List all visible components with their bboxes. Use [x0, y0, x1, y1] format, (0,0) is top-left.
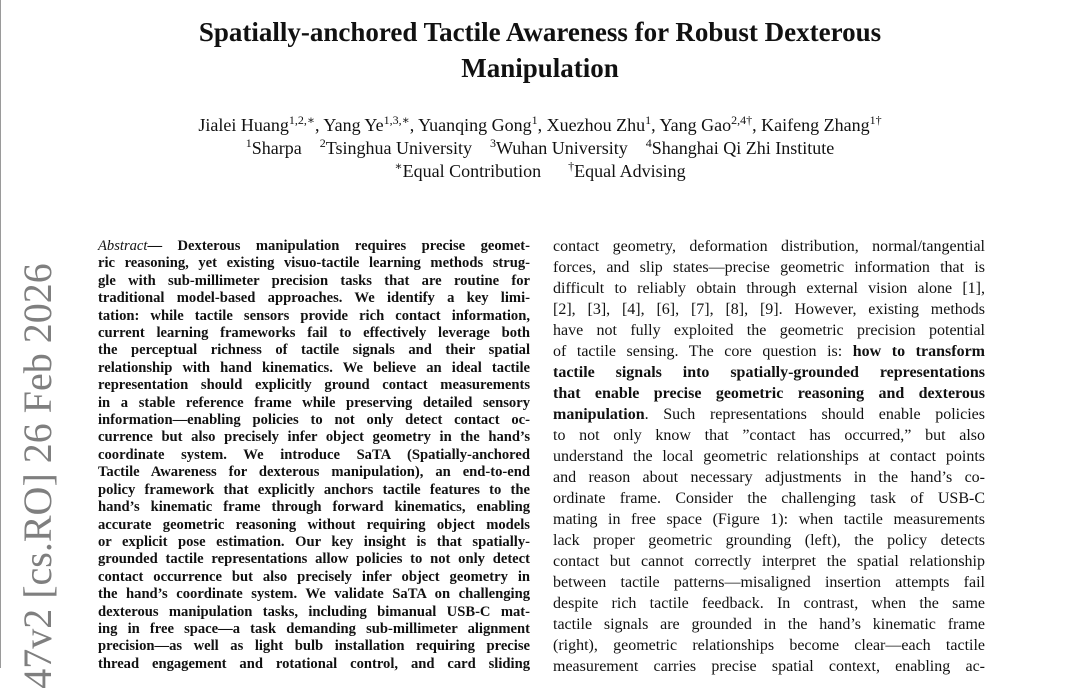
author-sep: ,	[409, 115, 419, 135]
contribution-notes	[90, 160, 990, 183]
abstract-line	[98, 604, 530, 621]
note-sup: ∗	[394, 158, 403, 173]
abstract-line	[98, 551, 530, 568]
abstract-text: policy framework that explicitly anchors tactile features to the	[98, 481, 530, 498]
abstract-text: grounded tactile representations allow policies to not only detect	[98, 551, 530, 568]
abstract-text: currence but also precisely infer object geometry in the hand’s	[98, 429, 530, 446]
abstract-text: ric reasoning, yet existing visuo-tactile learning methods strug-	[98, 255, 530, 272]
intro-line	[553, 383, 985, 404]
abstract-text: contact occurrence but also precisely infer object geometry in	[98, 568, 530, 585]
abstract-dash: —	[147, 238, 178, 254]
note-text: Equal Advising	[574, 160, 686, 181]
intro-text: understand the local geometric relationships at contact points	[553, 448, 985, 465]
intro-text: contact but cannot correctly interpret the spatial relationship	[553, 553, 985, 570]
intro-text: and reason about necessary adjustments in the hand’s co-	[553, 469, 985, 486]
author-sep: ,	[315, 115, 324, 135]
abstract-text: current learning frameworks fail to effectively leverage both	[98, 325, 530, 342]
abstract-line	[98, 621, 530, 638]
abstract-text: information—enabling policies to not only detect contact oc-	[98, 412, 530, 429]
abstract-line	[98, 238, 530, 255]
intro-line	[553, 446, 985, 467]
intro-text: lack proper geometric grounding (left), the policy detects	[553, 532, 985, 549]
affiliation-name: Tsinghua University	[325, 137, 472, 158]
note-sup: †	[568, 158, 575, 173]
abstract-text: or explicit pose estimation. Our key insight is that spatially-	[98, 533, 530, 550]
intro-text: forces, and slip states—precise geometric information that is	[553, 259, 985, 276]
affiliation-list	[90, 137, 990, 160]
intro-line	[553, 509, 985, 530]
author-sup: 1	[531, 113, 538, 127]
intro-line	[553, 278, 985, 299]
intro-text: measurement carries precise spatial context, enabling ac-	[553, 658, 985, 675]
intro-bold-text: manipulation	[553, 406, 645, 423]
abstract-text: dexterous manipulation tasks, including bimanual USB-C mat-	[98, 603, 530, 620]
abstract-line	[98, 638, 530, 655]
abstract-line	[98, 517, 530, 534]
title-line: Manipulation	[461, 53, 619, 83]
author-name: Yuanqing Gong	[418, 115, 532, 135]
abstract-line	[98, 395, 530, 412]
abstract-text: gle with sub-millimeter precision tasks that are routine for	[98, 272, 530, 289]
page-left-edge	[0, 0, 1, 668]
abstract-line	[98, 569, 530, 586]
abstract-text: Dexterous manipulation requires precise geomet-	[177, 238, 530, 254]
intro-line	[553, 488, 985, 509]
affiliation-sup: 1	[245, 135, 252, 150]
abstract-line	[98, 273, 530, 290]
author-block	[90, 114, 990, 182]
intro-text: to not only know that ”contact has occurred,” but also	[553, 427, 985, 444]
affiliation-name: Sharpa	[251, 137, 302, 158]
abstract-line	[98, 656, 530, 673]
abstract-text: traditional model-based approaches. We identify a key limi-	[98, 290, 530, 307]
intro-line	[553, 593, 985, 614]
author-name: Xuezhou Zhu	[546, 115, 646, 135]
abstract-line	[98, 447, 530, 464]
abstract-text: ing in free space—a task demanding sub-millimeter alignment	[98, 620, 530, 637]
intro-line	[553, 425, 985, 446]
abstract-line	[98, 412, 530, 429]
intro-text: . Such representations should enable policies	[644, 406, 985, 423]
author-sup: 1,2,∗	[288, 113, 316, 127]
intro-text: tactile signals are grounded in the hand’s kinematic frame	[553, 616, 985, 633]
abstract-text: accurate geometric reasoning without requiring object models	[98, 516, 530, 533]
abstract-line	[98, 482, 530, 499]
introduction-column	[553, 236, 985, 677]
abstract-line	[98, 360, 530, 377]
abstract-text: coordinate system. We introduce SaTA (Spatially-anchored	[98, 446, 530, 463]
author-sep: ,	[752, 115, 762, 135]
intro-line	[553, 614, 985, 635]
author-sep: ,	[537, 115, 547, 135]
author-sup: 2,4†	[731, 113, 753, 127]
author-name: Yang Ye	[323, 115, 384, 135]
abstract-column	[98, 238, 530, 673]
intro-text: between tactile patterns—misaligned insertion attempts fail	[553, 574, 985, 591]
abstract-text: tation: while tactile sensors provide rich contact information,	[98, 307, 530, 324]
abstract-text: relationship with hand kinematics. We believe an ideal tactile	[98, 359, 530, 376]
abstract-text: the perceptual richness of tactile signals and their spatial	[98, 342, 530, 359]
intro-text: [2], [3], [4], [6], [7], [8], [9]. However, existing methods	[553, 301, 985, 318]
note-text: Equal Contribution	[402, 160, 542, 181]
affiliation-sup: 3	[489, 135, 496, 150]
intro-line	[553, 362, 985, 383]
affiliation-sup: 2	[319, 135, 326, 150]
abstract-label: Abstract	[98, 238, 148, 254]
intro-text: have not fully exploited the geometric precision potential	[553, 322, 985, 339]
abstract-text: in a stable reference frame while preserving detailed sensory	[98, 394, 530, 411]
intro-line	[553, 320, 985, 341]
intro-line	[553, 572, 985, 593]
intro-text: ordinate frame. Consider the challenging task of USB-C	[553, 490, 985, 507]
author-list	[90, 114, 990, 137]
intro-bold-text: tactile signals into spatially-grounded representations	[553, 364, 985, 381]
intro-text: mating in free space (Figure 1): when tactile measurements	[553, 511, 985, 528]
author-sup: 1	[645, 113, 652, 127]
intro-text: despite rich tactile feedback. In contrast, when the same	[553, 595, 985, 612]
abstract-text: thread engagement and rotational control, and card sliding	[98, 655, 530, 672]
intro-bold-text: how to transform	[852, 343, 985, 360]
abstract-line	[98, 325, 530, 342]
author-sep: ,	[651, 115, 660, 135]
abstract-line	[98, 586, 530, 603]
intro-bold-text: that enable precise geometric reasoning and dexterous	[553, 385, 985, 402]
abstract-text: hand’s kinematic frame through forward kinematics, enabling	[98, 499, 530, 516]
intro-line	[553, 635, 985, 656]
intro-text: of tactile sensing. The core question is:	[553, 343, 853, 360]
intro-line	[553, 530, 985, 551]
intro-line	[553, 299, 985, 320]
abstract-line	[98, 308, 530, 325]
abstract-line	[98, 429, 530, 446]
intro-line	[553, 656, 985, 677]
abstract-text: Tactile Awareness for dexterous manipulation), an end-to-end	[98, 464, 530, 481]
intro-line	[553, 404, 985, 425]
intro-line	[553, 467, 985, 488]
abstract-line	[98, 290, 530, 307]
intro-line	[553, 551, 985, 572]
abstract-line	[98, 499, 530, 516]
title-line: Spatially-anchored Tactile Awareness for Robust Dexterous	[198, 17, 882, 47]
intro-text: contact geometry, deformation distribution, normal/tangential	[553, 238, 985, 255]
intro-text: (right), geometric relationships become clear—each tactile	[553, 637, 985, 654]
abstract-text: precision—as well as light bulb installation requiring precise	[98, 638, 530, 655]
intro-line	[553, 236, 985, 257]
abstract-line	[98, 534, 530, 551]
affiliation-sup: 4	[645, 135, 652, 150]
abstract-text: representation should explicitly ground contact measurements	[98, 377, 530, 394]
author-name: Jialei Huang	[198, 115, 289, 135]
author-name: Kaifeng Zhang	[761, 115, 870, 135]
paper-title	[90, 14, 990, 86]
author-sup: 1,3,∗	[383, 113, 410, 127]
intro-line	[553, 341, 985, 362]
author-sup: 1†	[869, 113, 882, 127]
affiliation-name: Wuhan University	[495, 137, 628, 158]
author-name: Yang Gao	[659, 115, 732, 135]
abstract-line	[98, 342, 530, 359]
abstract-text: the hand’s coordinate system. We validate SaTA on challenging	[98, 586, 530, 603]
abstract-line	[98, 464, 530, 481]
abstract-line	[98, 377, 530, 394]
intro-line	[553, 257, 985, 278]
arxiv-identifier: 47v2 [cs.RO] 26 Feb 2026	[15, 263, 60, 689]
abstract-line	[98, 255, 530, 272]
affiliation-name: Shanghai Qi Zhi Institute	[651, 137, 835, 158]
intro-text: difficult to reliably obtain through external vision alone [1],	[553, 280, 985, 297]
